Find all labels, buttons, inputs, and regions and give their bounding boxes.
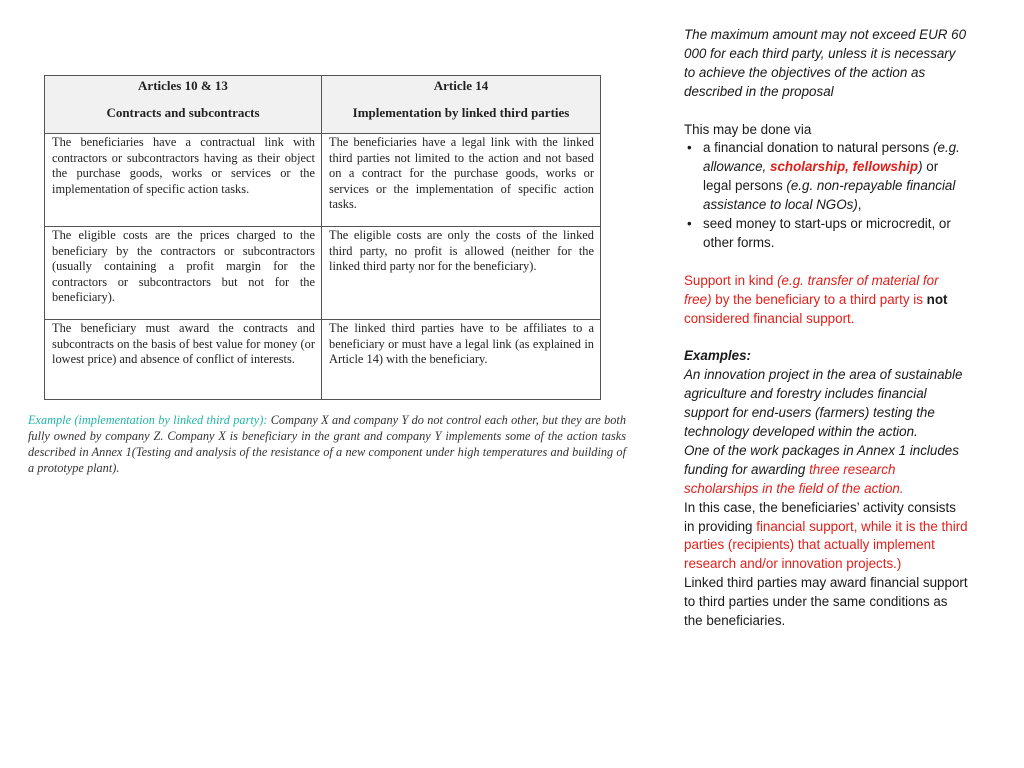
note-text: Support in kind	[684, 272, 778, 288]
bullet-icon: •	[687, 216, 692, 232]
table-cell: The eligible costs are only the costs of the linked third party, no profit is allowed (neither for the linked third party nor for the beneficiary).	[322, 227, 601, 320]
example-label: Example (implementation by linked third party):	[28, 413, 268, 427]
example-text: In this case, the beneficiaries’ activity consists in providing	[684, 499, 956, 534]
highlight-text: financial support, while it is the third parties (recipients) that actually implement research and/or innovation projects.)	[684, 518, 968, 572]
bullet-text: (e.g. allowance,	[703, 140, 960, 175]
header-subtitle: Contracts and subcontracts	[106, 105, 260, 120]
highlight-text: three research scholarships in the field of the action.	[684, 461, 904, 496]
max-amount-note: The maximum amount may not exceed EUR 60 000 for each third party, unless it is necessary to achieve the objectives of the action as described in the proposal	[684, 27, 967, 99]
table-cell: The beneficiaries have a legal link with the linked third parties not limited to the action and not based on a contract for the purchase goods, works or services or the implementation of specific action tasks.	[322, 134, 601, 227]
comparison-table	[44, 75, 601, 400]
note-text: (e.g. transfer of material for free)	[684, 272, 939, 307]
example-paragraph	[28, 412, 626, 476]
header-articles-10-13	[45, 76, 322, 134]
bullet-text: a financial donation to natural persons	[703, 140, 934, 156]
notes-column	[684, 26, 968, 631]
note-text: considered financial support.	[684, 310, 855, 326]
example-3	[684, 499, 968, 575]
example-text: One of the work packages in Annex 1 includes funding for awarding	[684, 442, 959, 477]
note-text: by the beneficiary to a third party is	[711, 291, 927, 307]
examples-heading: Examples:	[684, 348, 751, 364]
header-article-14	[322, 76, 601, 134]
table-cell: The beneficiaries have a contractual link with contractors or subcontractors having as their object the purchase goods, works or services or the implementation of specific action tasks.	[45, 134, 322, 227]
example-text: Company X and company Y do not control each other, but they are both fully owned by company Z. Company X is beneficiary in the grant and company Y implements some of the action tasks described in Annex 1(Testing and analysis of the resistance of a new component under high temperatures and building of a prototype plant).	[28, 413, 626, 475]
example-2	[684, 442, 968, 499]
table-cell: The beneficiary must award the contracts and subcontracts on the basis of best value for money (or lowest price) and absence of conflict of interests.	[45, 320, 322, 400]
table-cell: The linked third parties have to be affiliates to a beneficiary or must have a legal link (as explained in Article 14) with the beneficiary.	[322, 320, 601, 400]
bullet-text: )	[918, 159, 923, 175]
bullet-icon: •	[687, 140, 692, 156]
table-row	[45, 227, 601, 320]
bullet-text: (e.g. non-repayable financial assistance to local NGOs)	[703, 178, 956, 213]
header-title: Article 14	[433, 78, 489, 93]
header-subtitle: Implementation by linked third parties	[352, 105, 570, 120]
table-row	[45, 134, 601, 227]
table-cell: The eligible costs are the prices charged to the beneficiary by the contractors or subcontractors (usually containing a profit margin for the contractors or subcontractors but not for the beneficiary).	[45, 227, 322, 320]
bullet-text: or legal persons	[703, 159, 939, 194]
table-row	[45, 320, 601, 400]
note-emphasis: not	[926, 291, 948, 307]
in-kind-note	[684, 272, 968, 329]
bullet-text: seed money to start-ups or microcredit, or other forms.	[703, 216, 951, 250]
table-header-row	[45, 76, 601, 134]
example-1: An innovation project in the area of sustainable agriculture and forestry includes financial support for end-users (farmers) testing the technology developed within the action.	[684, 367, 963, 439]
support-forms-list	[684, 139, 968, 252]
bullet-text: ,	[857, 197, 862, 213]
example-4: Linked third parties may award financial support to third parties under the same conditions as the beneficiaries.	[684, 575, 968, 629]
list-item	[684, 215, 968, 253]
header-title: Articles 10 & 13	[138, 78, 228, 93]
highlight-text: scholarship, fellowship	[770, 159, 919, 175]
list-item	[684, 139, 968, 215]
may-be-done-heading: This may be done via	[684, 121, 812, 137]
